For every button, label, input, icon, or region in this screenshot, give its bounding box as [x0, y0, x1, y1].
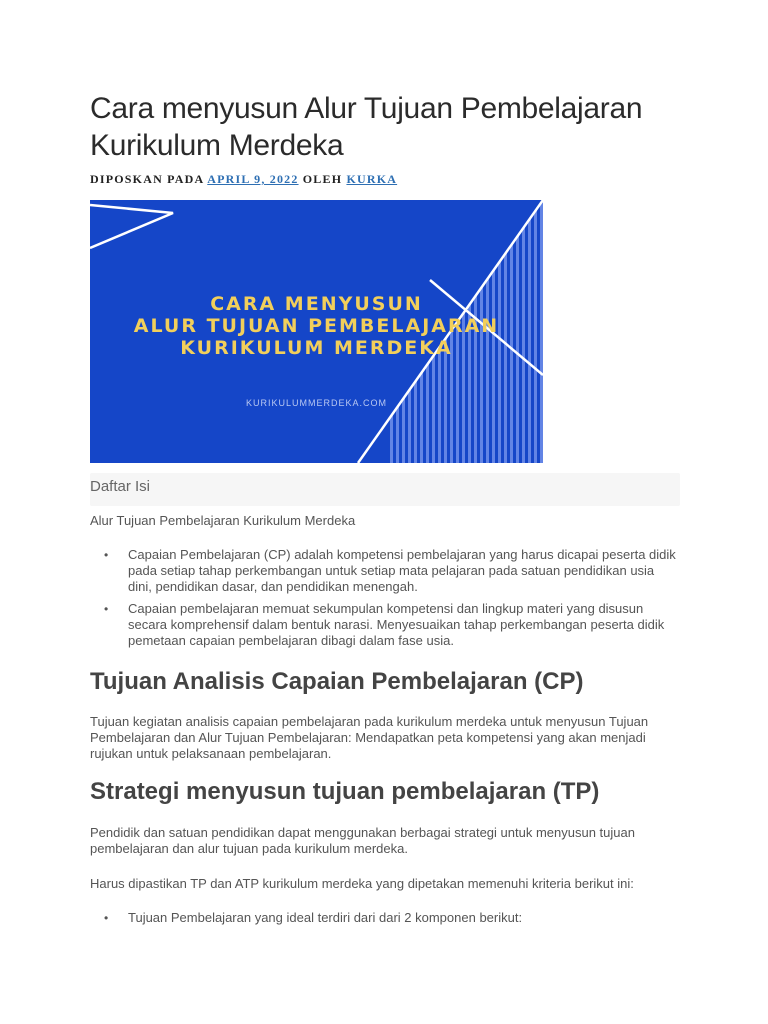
post-date-link[interactable]: APRIL 9, 2022: [207, 172, 299, 186]
by-label: OLEH: [302, 172, 343, 186]
tp-bullet-list: [90, 910, 680, 932]
section-tp-text-1: Pendidik dan satuan pendidikan dapat menggunakan berbagai strategi untuk menyusun tujuan pembelajaran dan alur tujuan pada kurikulum merdeka.: [90, 825, 635, 856]
section-tp-text-2: Harus dipastikan TP dan ATP kurikulum merdeka yang dipetakan memenuhi kriteria berikut ini:: [90, 876, 634, 891]
list-item: • Capaian Pembelajaran (CP) adalah kompetensi pembelajaran yang harus dicapai peserta didik pada setiap tahap perkembangan untuk setiap mata pelajaran pada satuan pendidikan usia dini, pendidikan dasar, dan pendidikan menengah.: [128, 547, 680, 595]
toc-link[interactable]: Alur Tujuan Pembelajaran Kurikulum Merdeka: [90, 513, 356, 528]
hero-site: KURIKULUMMERDEKA.COM: [245, 398, 387, 408]
section-heading-cp: Tujuan Analisis Capaian Pembelajaran (CP): [90, 668, 584, 695]
section-cp-text: Tujuan kegiatan analisis capaian pembelajaran pada kurikulum merdeka untuk menyusun Tujuan Pembelajaran dan Alur Tujuan Pembelajaran: Mendapatkan peta kompetensi yang akan menjadi rujukan untuk pelaksanaan pembelajaran.: [90, 714, 649, 761]
page-title: Cara menyusun Alur Tujuan Pembelajaran Kurikulum Merdeka: [90, 92, 643, 162]
cp-bullet-list: [90, 547, 680, 655]
toc-title: Daftar Isi: [90, 478, 151, 495]
table-of-contents[interactable]: [90, 473, 680, 506]
author-link[interactable]: KURKA: [346, 172, 398, 186]
list-item: • Tujuan Pembelajaran yang ideal terdiri dari dari 2 komponen berikut:: [128, 910, 680, 926]
hero-line-2: ALUR TUJUAN PEMBELAJARAN: [133, 315, 500, 337]
post-meta: [90, 172, 397, 187]
posted-prefix: DIPOSKAN PADA: [90, 172, 204, 186]
section-heading-tp: Strategi menyusun tujuan pembelajaran (TP): [90, 778, 600, 805]
featured-image: [90, 200, 543, 463]
list-item: • Capaian pembelajaran memuat sekumpulan kompetensi dan lingkup materi yang disusun secara komprehensif dalam bentuk narasi. Menyesuaikan tahap perkembangan peserta didik pemetaan capaian pembelajaran dibagi dalam fase usia.: [128, 601, 680, 649]
hero-line-3: KURIKULUM MERDEKA: [180, 337, 453, 359]
hero-line-1: CARA MENYUSUN: [210, 293, 423, 315]
